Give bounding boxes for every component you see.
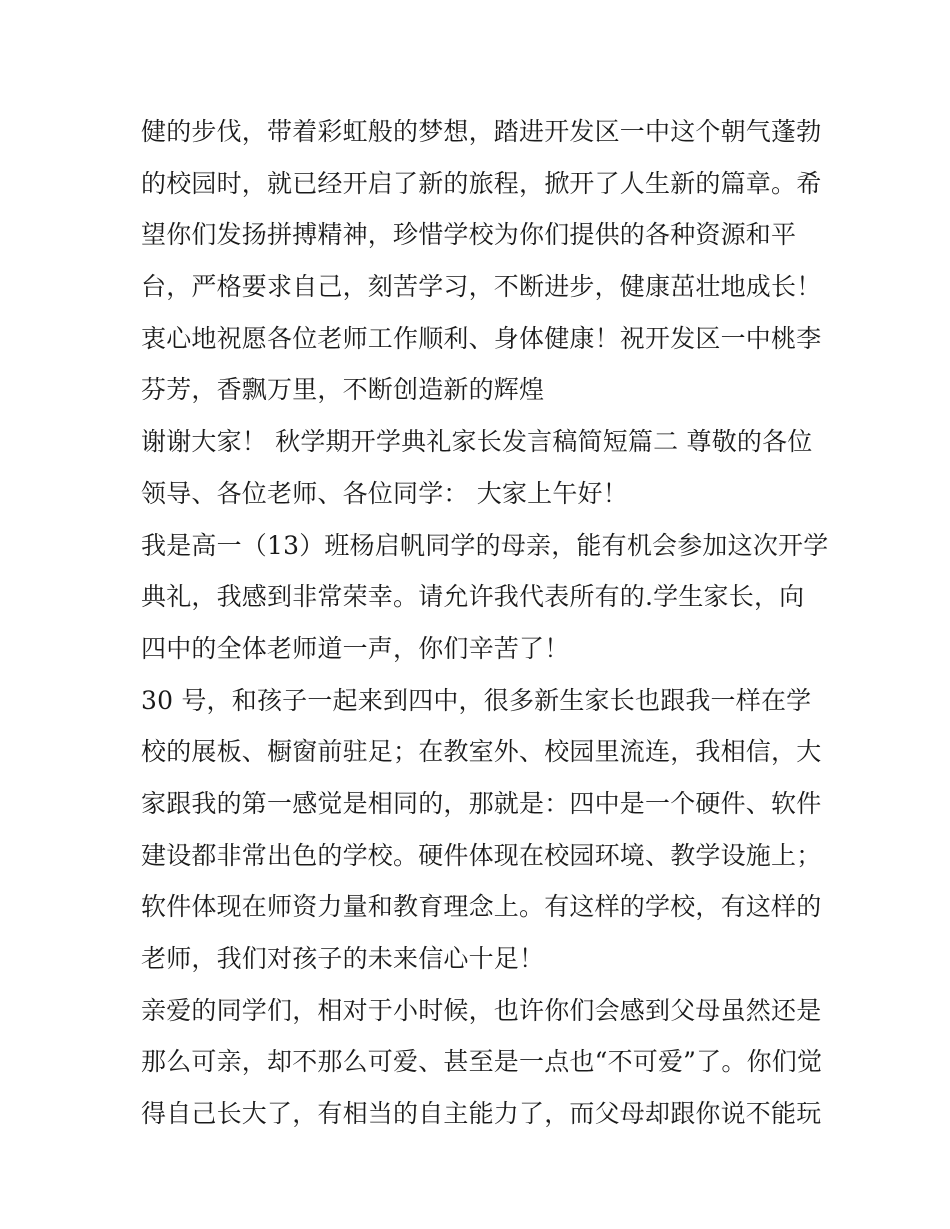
text-line: 老师，我们对孩子的未来信心十足！ bbox=[141, 944, 545, 973]
text-line: 亲爱的同学们，相对于小时候，也许你们会感到父母虽然还是 bbox=[141, 995, 822, 1025]
text-line: 软件体现在师资力量和教育理念上。有这样的学校，有这样的 bbox=[141, 892, 822, 922]
text-line: 建设都非常出色的学校。硬件体现在校园环境、教学设施上； bbox=[141, 840, 822, 870]
text-line: 家跟我的第一感觉是相同的，那就是：四中是一个硬件、软件 bbox=[141, 788, 822, 818]
text-line: 领导、各位老师、各位同学： 大家上午好！ bbox=[141, 478, 628, 508]
text-line: 芬芳，香飘万里，不断创造新的辉煌 bbox=[141, 375, 545, 405]
text-line: 健的步伐，带着彩虹般的梦想，踏进开发区一中这个朝气蓬勃 bbox=[141, 117, 822, 146]
text-line: 那么可亲，却不那么可爱、甚至是一点也“不可爱”了。你们觉 bbox=[141, 1047, 823, 1077]
text-line: 30 号，和孩子一起来到四中，很多新生家长也跟我一样在学 bbox=[141, 685, 812, 715]
text-line: 我是高一（13）班杨启帆同学的母亲，能有机会参加这次开学 bbox=[141, 530, 829, 560]
text-line: 的校园时，就已经开启了新的旅程，掀开了人生新的篇章。希 bbox=[141, 168, 822, 198]
document-text bbox=[141, 106, 829, 1140]
text-line: 典礼，我感到非常荣幸。请允许我代表所有的.学生家长，向 bbox=[141, 582, 805, 612]
text-line: 衷心地祝愿各位老师工作顺利、身体健康！祝开发区一中桃李 bbox=[141, 323, 822, 353]
text-line: 得自己长大了，有相当的自主能力了，而父母却跟你说不能玩 bbox=[141, 1099, 822, 1129]
text-line: 望你们发扬拼搏精神，珍惜学校为你们提供的各种资源和平 bbox=[141, 220, 797, 250]
text-line: 台，严格要求自己，刻苦学习，不断进步，健康茁壮地成长！ bbox=[141, 272, 822, 302]
text-line: 谢谢大家！ 秋学期开学典礼家长发言稿简短篇二 尊敬的各位 bbox=[141, 427, 813, 457]
text-line: 四中的全体老师道一声，你们辛苦了！ bbox=[141, 633, 570, 663]
text-line: 校的展板、橱窗前驻足；在教室外、校园里流连，我相信，大 bbox=[141, 737, 822, 767]
